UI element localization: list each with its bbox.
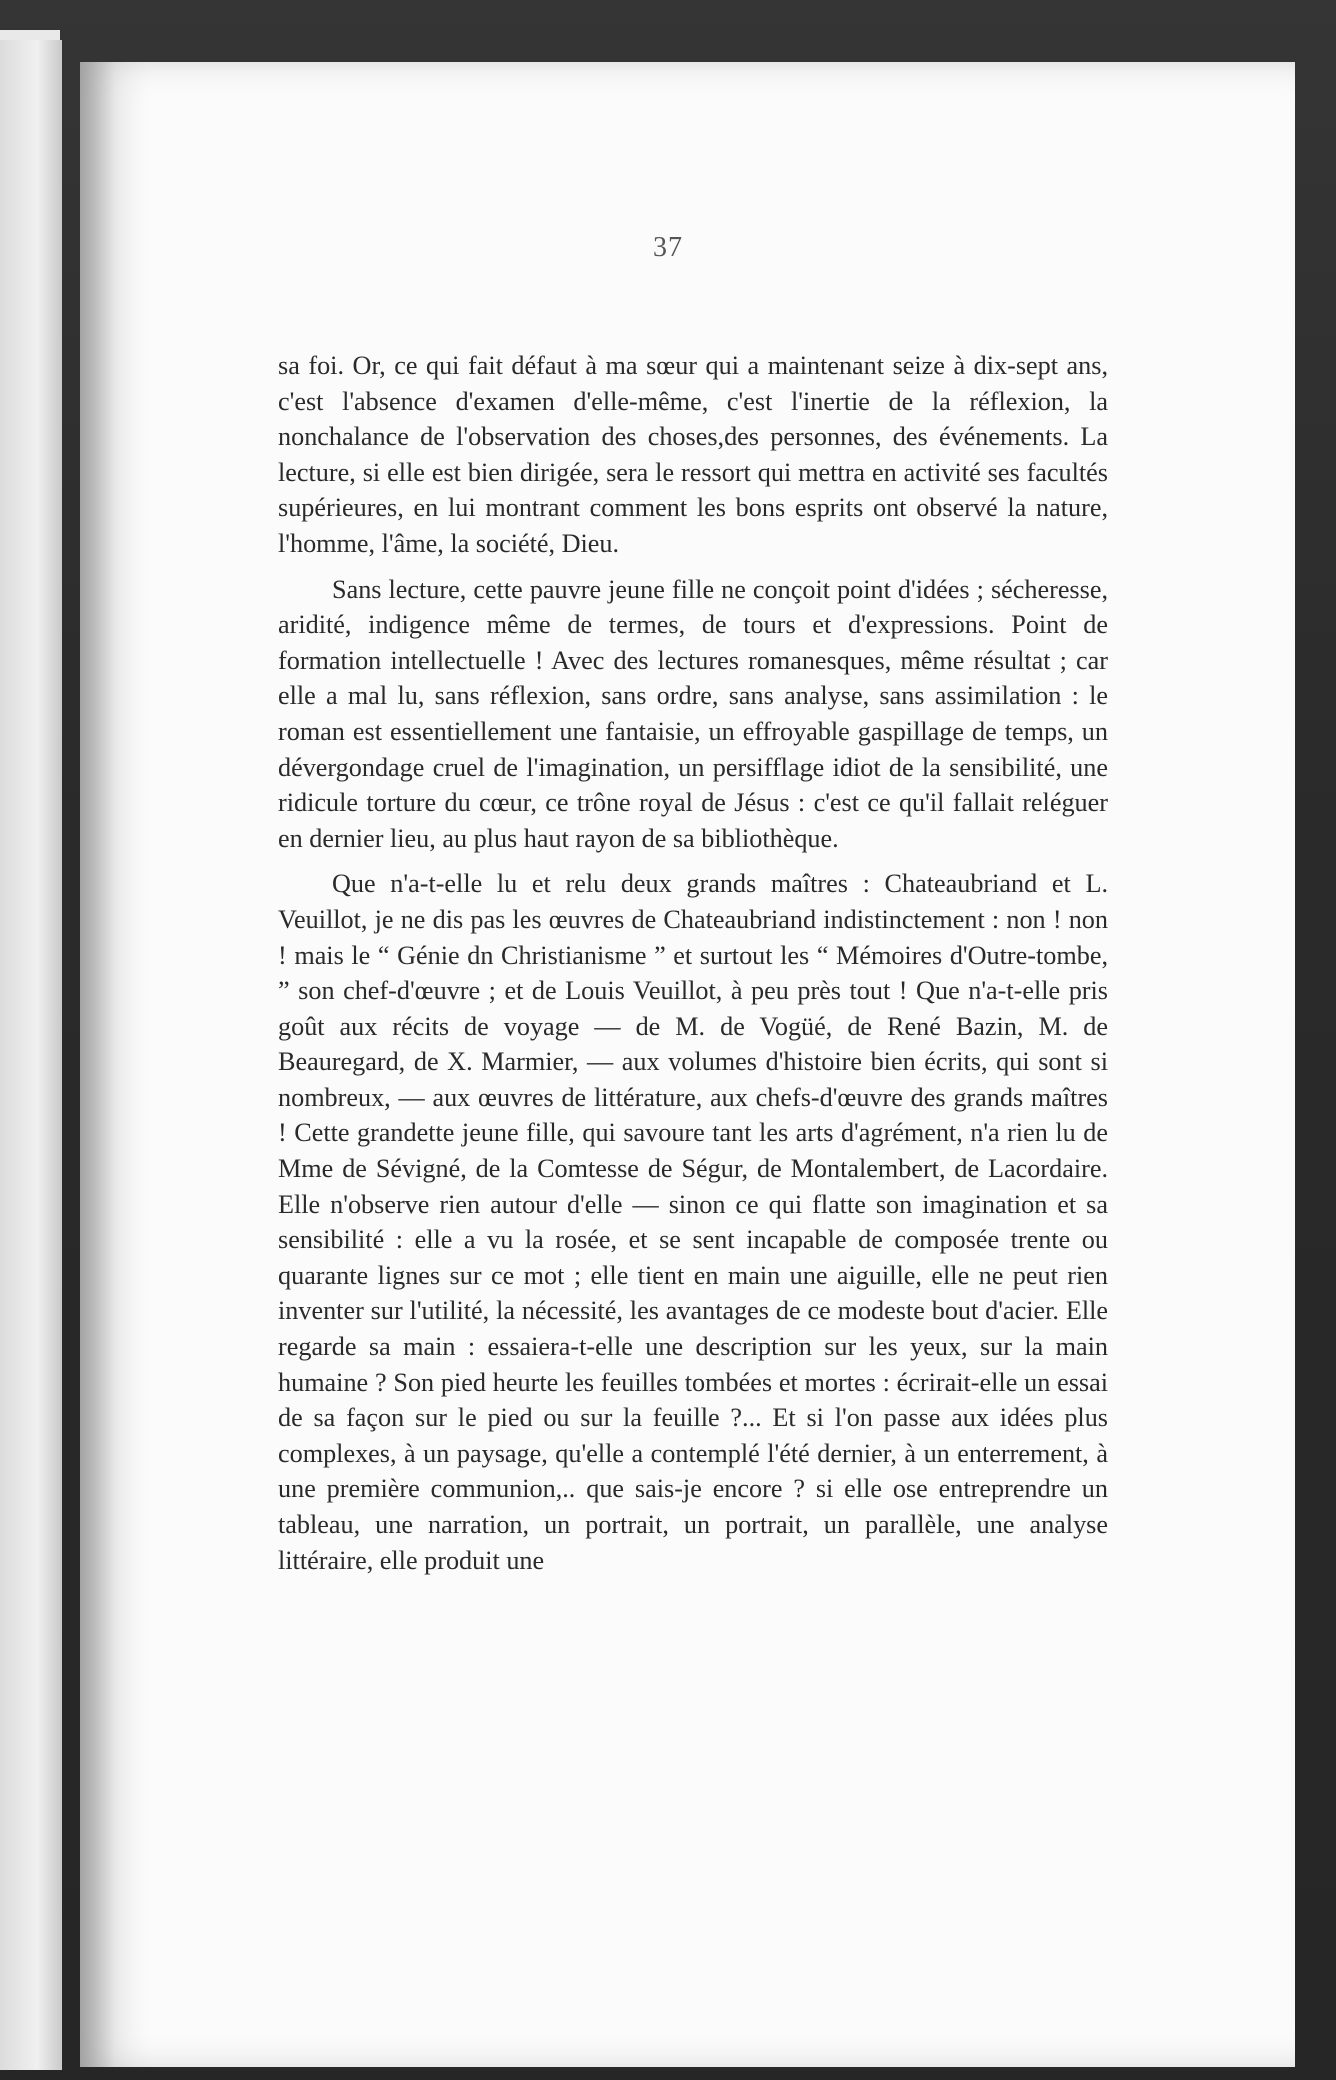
- paragraph-3: Que n'a-t-elle lu et relu deux grands maîtres : Chateaubriand et L. Veuillot, je ne dis pas les œuvres de Chateaubriand indistinctement : non ! non ! mais le “ Génie dn Christianisme ” et surtout les “ Mémoires d'Outre-tombe, ” son chef-d'œuvre ; et de Louis Veuillot, à peu près tout ! Que n'a-t-elle pris goût aux récits de voyage — de M. de Vogüé, de René Bazin, M. de Beauregard, de X. Marmier, — aux volumes d'histoire bien écrits, qui sont si nombreux, — aux œuvres de littérature, aux chefs-d'œuvre des grands maîtres ! Cette grandette jeune fille, qui savoure tant les arts d'agrément, n'a rien lu de Mme de Sévigné, de la Comtesse de Ségur, de Montalembert, de Lacordaire. Elle n'observe rien autour d'elle — sinon ce qui flatte son imagination et sa sensibilité : elle a vu la rosée, et se sent incapable de composée trente ou quarante lignes sur ce mot ; elle tient en main une aiguille, elle ne peut rien inventer sur l'utilité, la nécessité, les avantages de ce modeste bout d'acier. Elle regarde sa main : essaiera-t-elle une description sur les yeux, sur la main humaine ? Son pied heurte les feuilles tombées et mortes : écrirait-elle un essai de sa façon sur le pied ou sur la feuille ?... Et si l'on passe aux idées plus complexes, à un paysage, qu'elle a contemplé l'été dernier, à un enterrement, à une première communion,.. que sais-je encore ? si elle ose entreprendre un tableau, une narration, un portrait, un portrait, un parallèle, une analyse littéraire, elle produit une: [278, 869, 1108, 1575]
- paragraph-2: Sans lecture, cette pauvre jeune fille ne conçoit point d'idées ; sécheresse, aridité, indigence même de termes, de tours et d'expressions. Point de formation intellectuelle ! Avec des lectures romanesques, même résultat ; car elle a mal lu, sans réflexion, sans ordre, sans analyse, sans assimilation : le roman est essentiellement une fantaisie, un effroyable gaspillage de temps, un dévergondage cruel de l'imagination, un persifflage idiot de la sensibilité, une ridicule torture du cœur, ce trône royal de Jésus : c'est ce qu'il fallait reléguer en dernier lieu, au plus haut rayon de sa bibliothèque.: [278, 574, 1108, 853]
- page-number: 37: [653, 232, 683, 263]
- body-text: [278, 348, 1108, 1578]
- page-gutter-shadow: [80, 62, 150, 2067]
- previous-page-edge: [0, 40, 62, 2070]
- paragraph-1: sa foi. Or, ce qui fait défaut à ma sœur qui a maintenant seize à dix-sept ans, c'est l'absence d'examen d'elle-même, c'est l'inertie de la réflexion, la nonchalance de l'observation des choses,des personnes, des événements. La lecture, si elle est bien dirigée, sera le ressort qui mettra en activité ses facultés supérieures, en lui montrant comment les bons esprits ont observé la nature, l'homme, l'âme, la société, Dieu.: [278, 351, 1108, 558]
